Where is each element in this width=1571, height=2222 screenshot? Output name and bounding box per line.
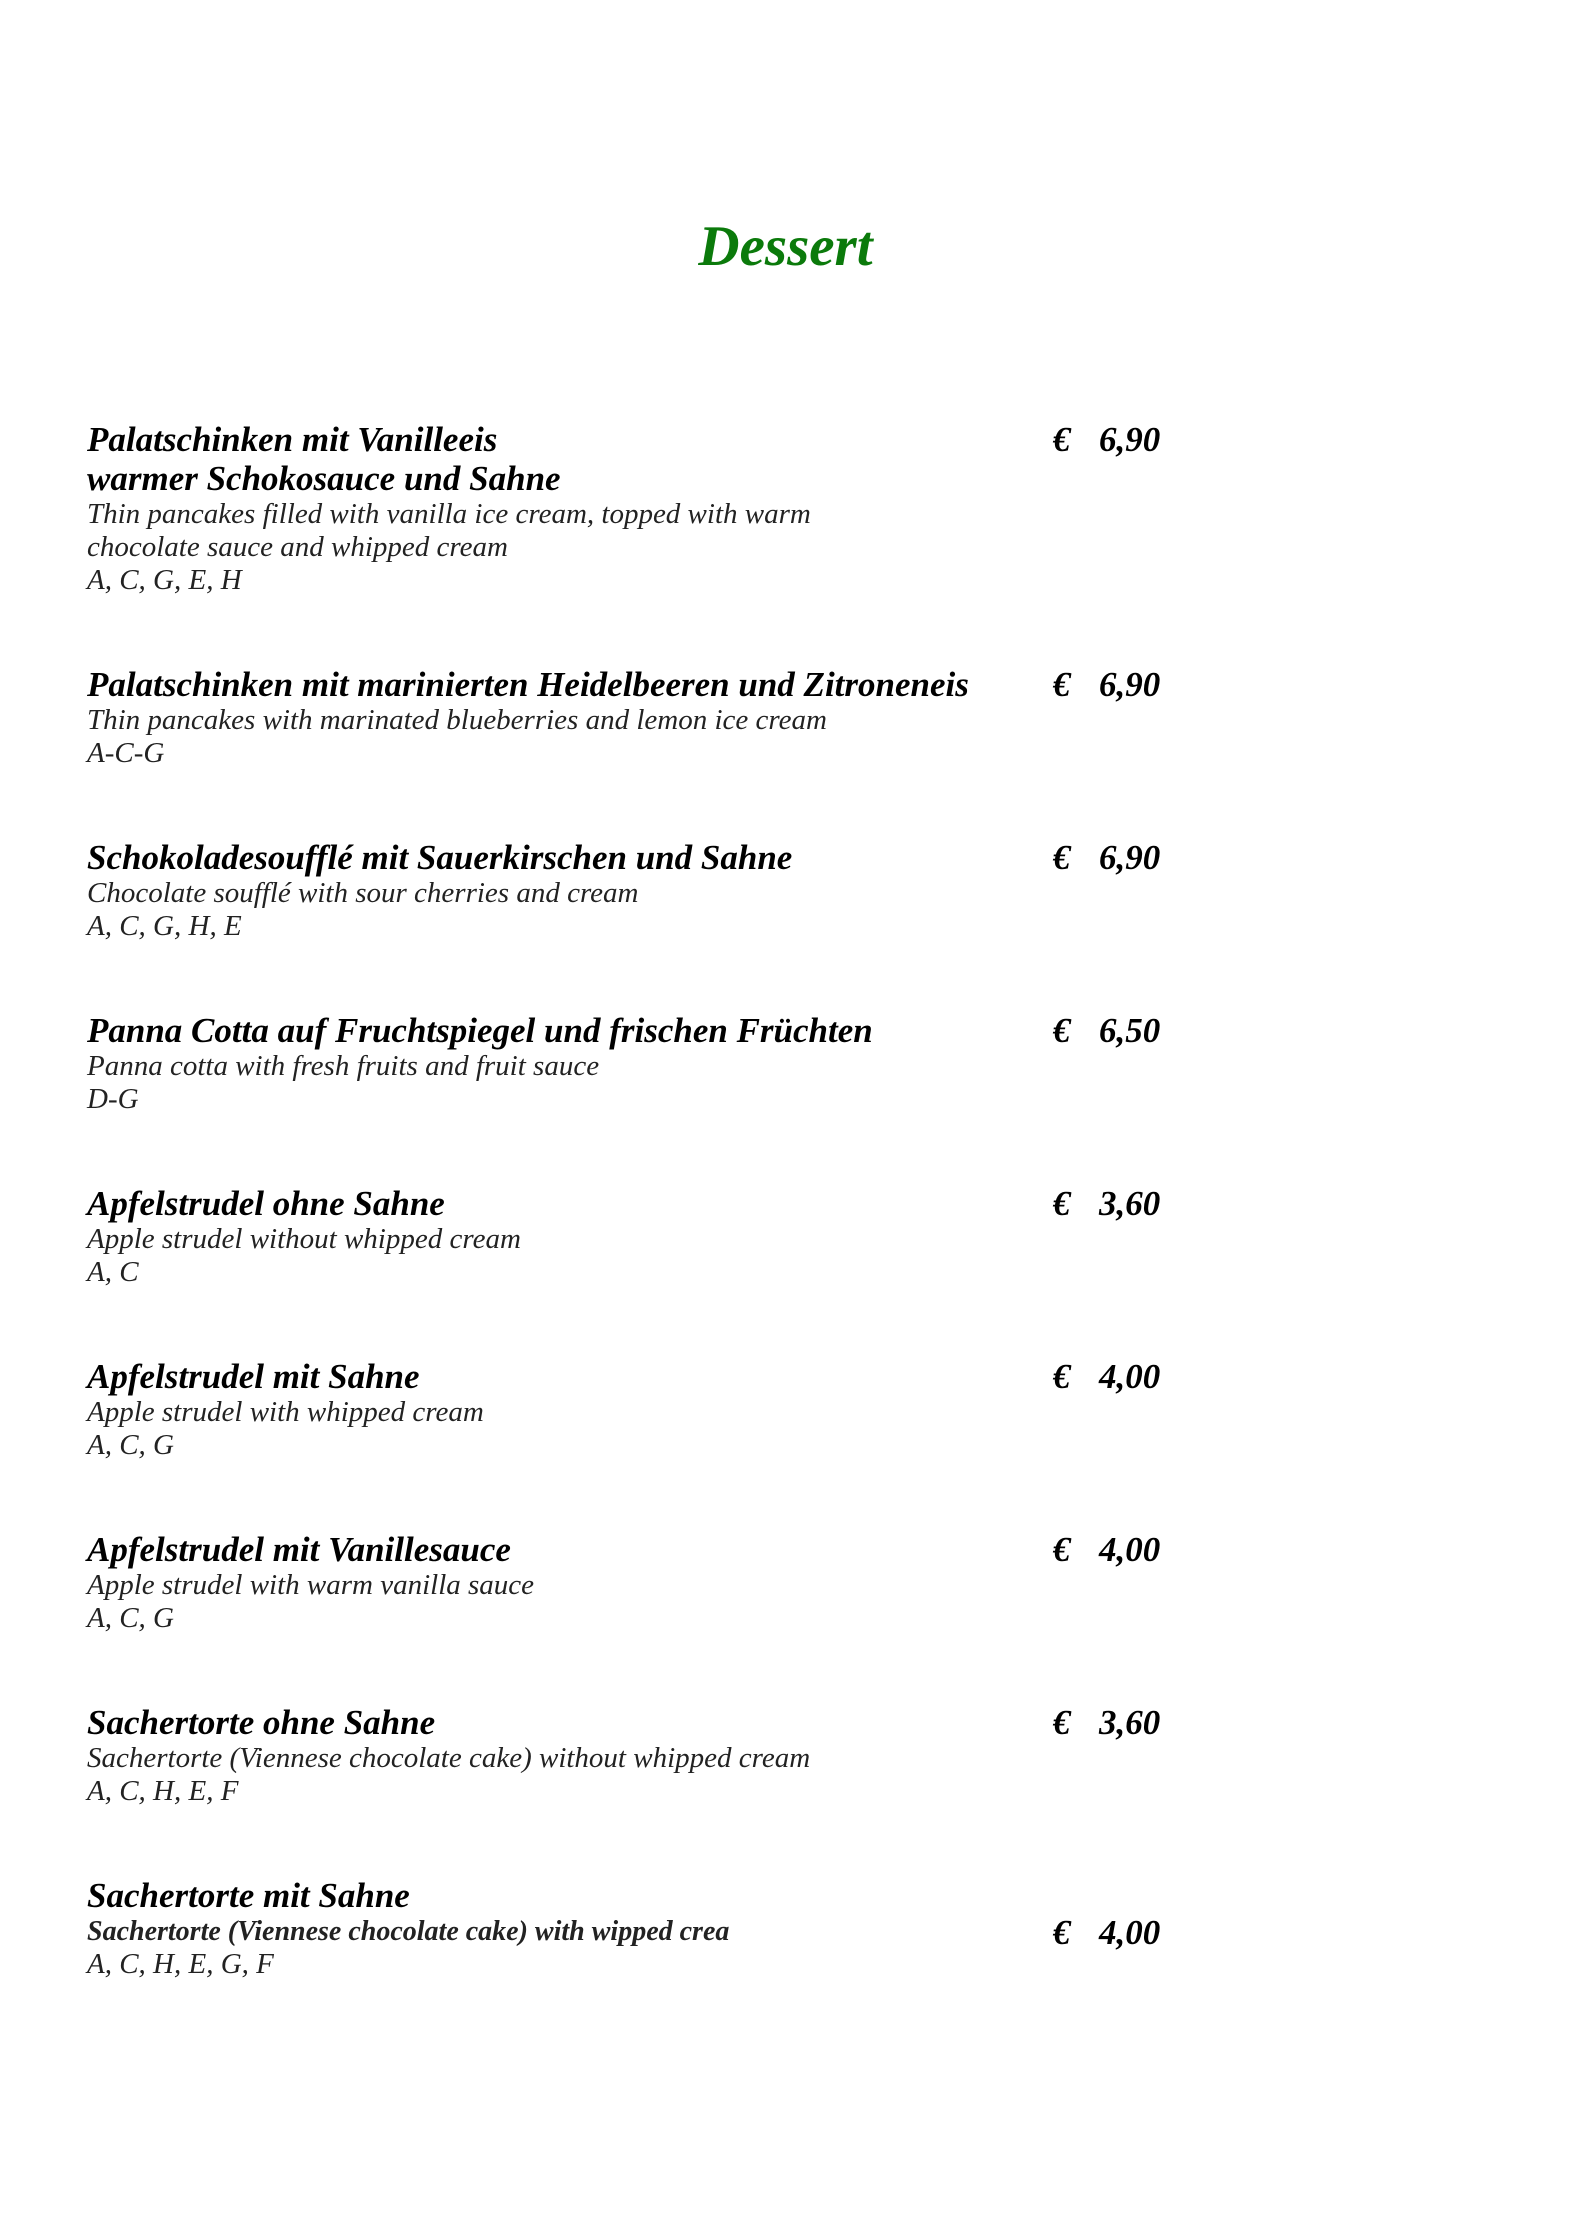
item-price bbox=[1053, 420, 1253, 459]
price-value: 3,60 bbox=[1099, 1703, 1161, 1742]
item-price bbox=[1053, 665, 1253, 704]
item-allergens: A, C bbox=[87, 1256, 139, 1288]
item-price bbox=[1053, 838, 1253, 877]
item-price bbox=[1053, 1703, 1253, 1742]
currency-symbol: € bbox=[1053, 1357, 1071, 1396]
item-name: Schokoladesoufflé mit Sauerkirschen und Sahne bbox=[87, 838, 793, 877]
item-description: Panna cotta with fresh fruits and fruit sauce bbox=[87, 1050, 600, 1082]
page-title: Dessert bbox=[698, 215, 873, 278]
item-name: Sachertorte mit Sahne bbox=[87, 1876, 410, 1915]
item-allergens: A, C, H, E, G, F bbox=[87, 1948, 274, 1980]
item-name: Apfelstrudel mit Sahne bbox=[87, 1357, 420, 1396]
item-description: Apple strudel with whipped cream bbox=[87, 1396, 484, 1428]
price-value: 4,00 bbox=[1099, 1913, 1161, 1952]
item-name: Apfelstrudel mit Vanillesauce bbox=[87, 1530, 511, 1569]
price-value: 4,00 bbox=[1099, 1357, 1161, 1396]
item-name: Palatschinken mit marinierten Heidelbeeren und Zitroneneis bbox=[87, 665, 969, 704]
currency-symbol: € bbox=[1053, 665, 1071, 704]
item-name: Sachertorte ohne Sahne bbox=[87, 1703, 436, 1742]
item-description: chocolate sauce and whipped cream bbox=[87, 531, 508, 563]
currency-symbol: € bbox=[1053, 838, 1071, 877]
item-price bbox=[1053, 1913, 1253, 1952]
item-allergens: A, C, G bbox=[87, 1429, 174, 1461]
item-price bbox=[1053, 1357, 1253, 1396]
item-name: Apfelstrudel ohne Sahne bbox=[87, 1184, 445, 1223]
item-description: Thin pancakes filled with vanilla ice cream, topped with warm bbox=[87, 498, 811, 530]
price-value: 6,90 bbox=[1099, 838, 1161, 877]
currency-symbol: € bbox=[1053, 1184, 1071, 1223]
item-allergens: A-C-G bbox=[87, 737, 165, 769]
item-allergens: A, C, G, H, E bbox=[87, 910, 242, 942]
item-price bbox=[1053, 1530, 1253, 1569]
currency-symbol: € bbox=[1053, 1913, 1071, 1952]
price-value: 6,90 bbox=[1099, 665, 1161, 704]
item-description: Chocolate soufflé with sour cherries and cream bbox=[87, 877, 639, 909]
price-value: 4,00 bbox=[1099, 1530, 1161, 1569]
price-value: 6,50 bbox=[1099, 1011, 1161, 1050]
price-value: 3,60 bbox=[1099, 1184, 1161, 1223]
item-name: Palatschinken mit Vanilleeis bbox=[87, 420, 498, 459]
item-description: Apple strudel without whipped cream bbox=[87, 1223, 521, 1255]
item-allergens: A, C, G, E, H bbox=[87, 564, 242, 596]
item-allergens: D-G bbox=[87, 1083, 139, 1115]
item-description: Sachertorte (Viennese chocolate cake) without whipped cream bbox=[87, 1742, 811, 1774]
price-value: 6,90 bbox=[1099, 420, 1161, 459]
item-description: Apple strudel with warm vanilla sauce bbox=[87, 1569, 535, 1601]
item-name: warmer Schokosauce und Sahne bbox=[87, 459, 561, 498]
currency-symbol: € bbox=[1053, 1530, 1071, 1569]
item-price bbox=[1053, 1011, 1253, 1050]
item-name: Panna Cotta auf Fruchtspiegel und frischen Früchten bbox=[87, 1011, 873, 1050]
currency-symbol: € bbox=[1053, 1011, 1071, 1050]
item-description: Sachertorte (Viennese chocolate cake) with wipped crea bbox=[87, 1916, 730, 1947]
item-description: Thin pancakes with marinated blueberries and lemon ice cream bbox=[87, 704, 827, 736]
item-allergens: A, C, G bbox=[87, 1602, 174, 1634]
item-price bbox=[1053, 1184, 1253, 1223]
currency-symbol: € bbox=[1053, 1703, 1071, 1742]
item-allergens: A, C, H, E, F bbox=[87, 1775, 239, 1807]
currency-symbol: € bbox=[1053, 420, 1071, 459]
